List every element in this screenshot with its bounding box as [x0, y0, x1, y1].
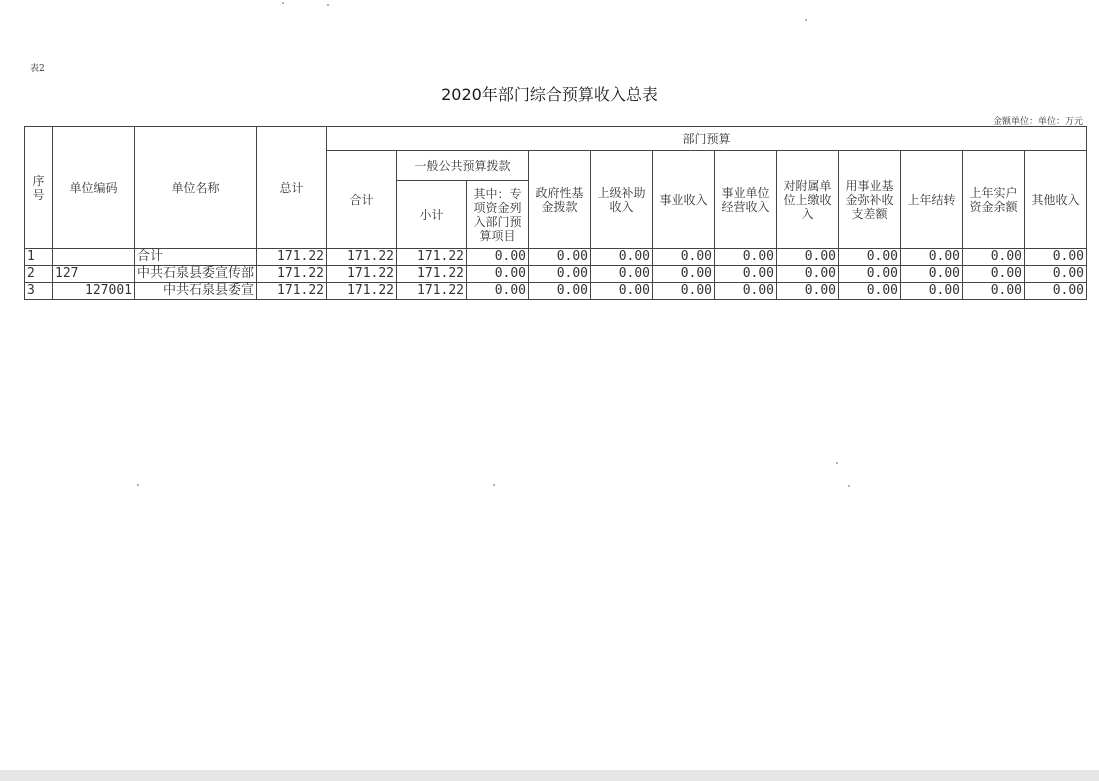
row-unit-name: 中共石泉县委宣传部: [135, 266, 257, 283]
budget-income-table: [24, 126, 1087, 300]
cell-subtotal: 171.22: [397, 249, 467, 266]
cell-prior-balance: 0.00: [963, 266, 1025, 283]
row-unit-name: 合计: [135, 249, 257, 266]
cell-gov-fund: 0.00: [529, 283, 591, 300]
page-title: 2020年部门综合预算收入总表: [441, 85, 658, 104]
cell-fund-balance: 0.00: [839, 266, 901, 283]
table-row: [25, 283, 1087, 300]
cell-superior-subsidy: 0.00: [591, 266, 653, 283]
header-general-public: 一般公共预算拨款: [397, 151, 529, 181]
header-special-funds: 其中：专项资金列入部门预算项目: [467, 181, 529, 249]
cell-operating-income: 0.00: [715, 283, 777, 300]
cell-carryover: 0.00: [901, 283, 963, 300]
table-row: [25, 249, 1087, 266]
header-carryover: 上年结转: [901, 151, 963, 249]
cell-subtotal: 171.22: [397, 266, 467, 283]
cell-business-income: 0.00: [653, 283, 715, 300]
cell-other-income: 0.00: [1025, 266, 1087, 283]
cell-total: 171.22: [257, 249, 327, 266]
cell-special-funds: 0.00: [467, 283, 529, 300]
table-row: [25, 266, 1087, 283]
cell-operating-income: 0.00: [715, 266, 777, 283]
row-seq: 3: [25, 283, 53, 300]
cell-business-income: 0.00: [653, 249, 715, 266]
row-unit-code: 127001: [53, 283, 135, 300]
cell-fund-balance: 0.00: [839, 249, 901, 266]
header-unit-code: 单位编码: [53, 127, 135, 249]
header-superior-subsidy: 上级补助收入: [591, 151, 653, 249]
cell-special-funds: 0.00: [467, 266, 529, 283]
cell-affiliated-income: 0.00: [777, 283, 839, 300]
cell-other-income: 0.00: [1025, 283, 1087, 300]
header-seq: 序号: [25, 127, 53, 249]
cell-gov-fund: 0.00: [529, 249, 591, 266]
scan-speck: [327, 4, 329, 6]
row-seq: 2: [25, 266, 53, 283]
cell-subtotal: 171.22: [397, 283, 467, 300]
row-unit-name: 中共石泉县委宣: [135, 283, 257, 300]
cell-subtotal-all: 171.22: [327, 283, 397, 300]
cell-subtotal-all: 171.22: [327, 266, 397, 283]
cell-other-income: 0.00: [1025, 249, 1087, 266]
row-seq: 1: [25, 249, 53, 266]
cell-affiliated-income: 0.00: [777, 266, 839, 283]
scan-speck: [836, 462, 838, 464]
cell-prior-balance: 0.00: [963, 249, 1025, 266]
header-total: 总计: [257, 127, 327, 249]
header-affiliated-income: 对附属单位上缴收入: [777, 151, 839, 249]
header-prior-balance: 上年实户资金余额: [963, 151, 1025, 249]
header-unit-name: 单位名称: [135, 127, 257, 249]
cell-total: 171.22: [257, 266, 327, 283]
scan-speck: [805, 19, 807, 21]
cell-business-income: 0.00: [653, 266, 715, 283]
header-business-income: 事业收入: [653, 151, 715, 249]
cell-carryover: 0.00: [901, 266, 963, 283]
cell-operating-income: 0.00: [715, 249, 777, 266]
bottom-margin-strip: [0, 770, 1099, 781]
cell-special-funds: 0.00: [467, 249, 529, 266]
scan-speck: [493, 484, 495, 486]
table-label: 表2: [30, 64, 45, 74]
cell-subtotal-all: 171.22: [327, 249, 397, 266]
header-other-income: 其他收入: [1025, 151, 1087, 249]
cell-superior-subsidy: 0.00: [591, 283, 653, 300]
scan-speck: [848, 485, 850, 487]
cell-total: 171.22: [257, 283, 327, 300]
scan-speck: [282, 2, 284, 4]
header-subtotal: 小计: [397, 181, 467, 249]
cell-gov-fund: 0.00: [529, 266, 591, 283]
cell-affiliated-income: 0.00: [777, 249, 839, 266]
cell-superior-subsidy: 0.00: [591, 249, 653, 266]
scan-speck: [137, 484, 139, 486]
header-dept-budget: 部门预算: [327, 127, 1087, 151]
amount-unit-note: 金额单位：单位：万元: [992, 117, 1083, 127]
header-fund-balance: 用事业基金弥补收支差额: [839, 151, 901, 249]
header-subtotal-all: 合计: [327, 151, 397, 249]
row-unit-code: 127: [53, 266, 135, 283]
header-operating-income: 事业单位经营收入: [715, 151, 777, 249]
cell-fund-balance: 0.00: [839, 283, 901, 300]
header-gov-fund: 政府性基金拨款: [529, 151, 591, 249]
row-unit-code: [53, 249, 135, 266]
cell-prior-balance: 0.00: [963, 283, 1025, 300]
cell-carryover: 0.00: [901, 249, 963, 266]
